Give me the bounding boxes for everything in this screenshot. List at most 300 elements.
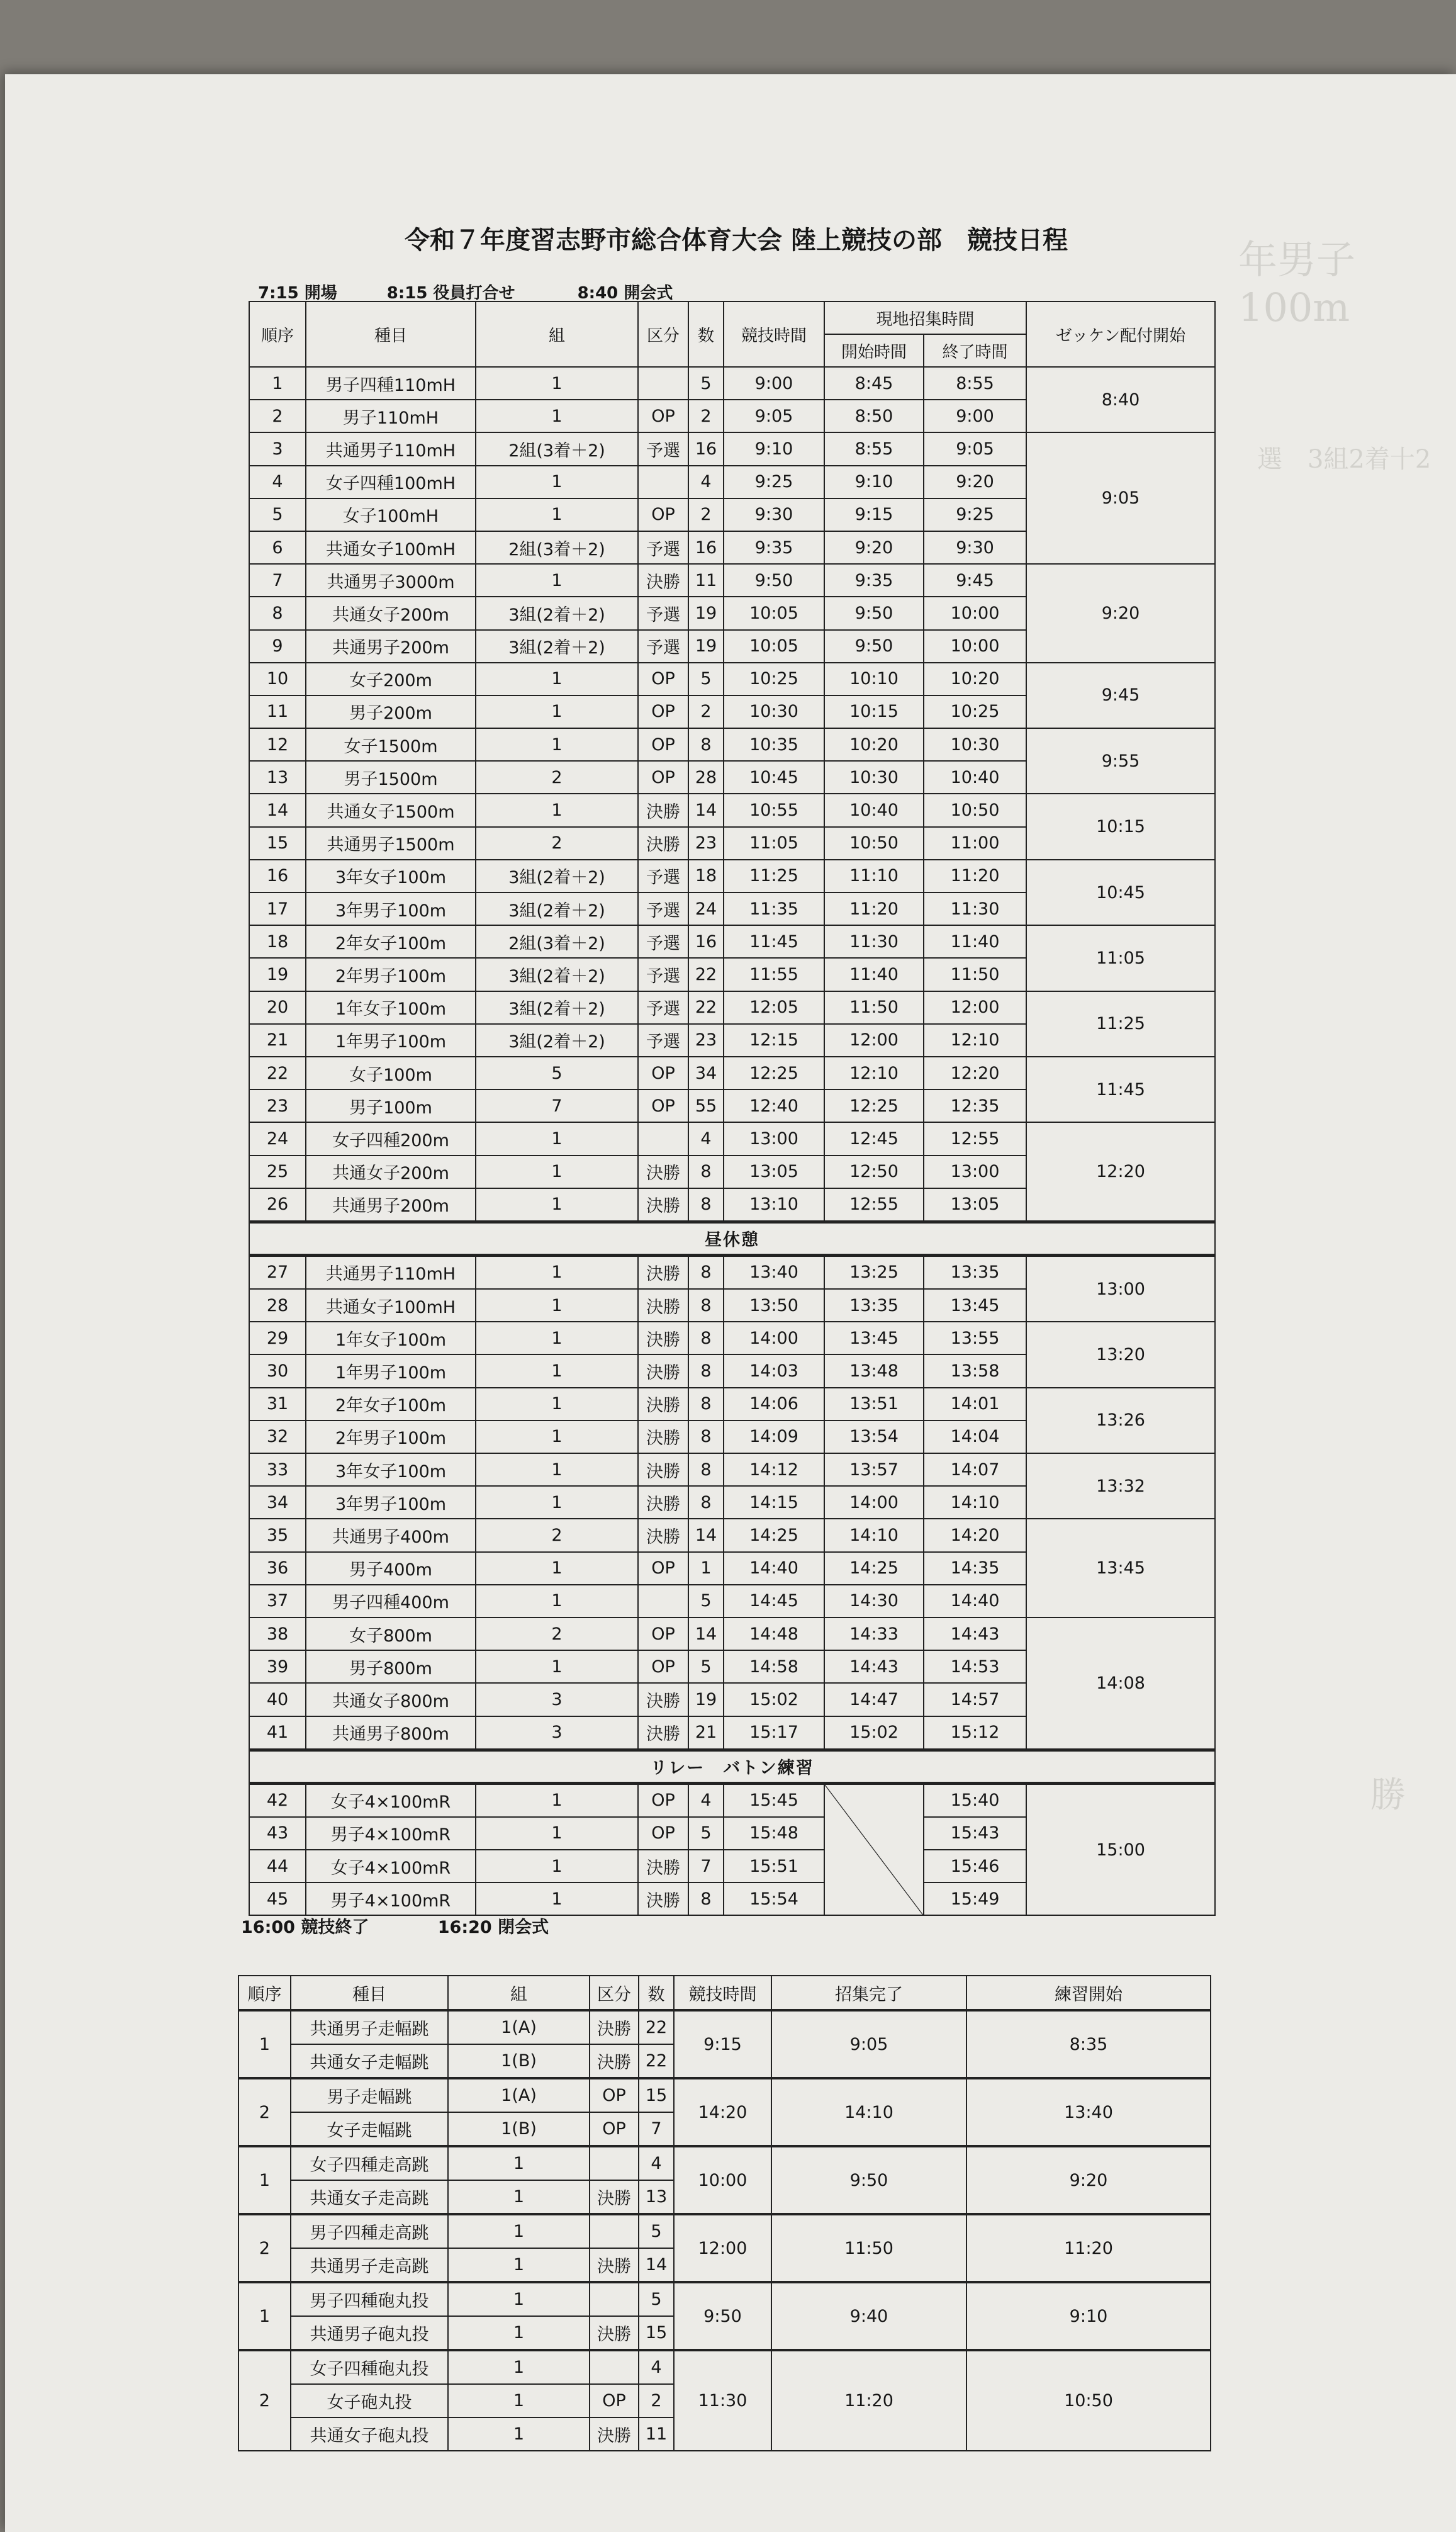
call-start-cell: 10:15: [824, 695, 924, 728]
event-cell: 男子100m: [306, 1089, 476, 1122]
call-start-cell: 14:33: [824, 1618, 924, 1650]
time-cell: 12:00: [674, 2214, 771, 2282]
call-start-cell: 13:51: [824, 1388, 924, 1421]
event-cell: 男子200m: [306, 695, 476, 728]
practice-start-cell: 9:10: [966, 2282, 1211, 2350]
count-cell: 8: [688, 1486, 724, 1519]
track-row: [249, 728, 1215, 761]
call-done-cell: 9:05: [771, 2010, 966, 2078]
group-cell: 1(A): [448, 2010, 590, 2044]
meeting-time: 8:15 役員打合せ: [386, 284, 515, 303]
call-end-cell: 12:55: [924, 1122, 1026, 1155]
order-cell: 22: [249, 1057, 306, 1089]
time-cell: 9:35: [724, 531, 824, 564]
order-cell: 35: [249, 1519, 306, 1551]
event-cell: 共通男子200m: [306, 630, 476, 663]
field-schedule-table: [238, 1975, 1211, 2451]
call-start-cell: 13:35: [824, 1289, 924, 1322]
header-event: 種目: [306, 301, 476, 367]
type-cell: 決勝: [638, 1156, 688, 1188]
call-end-cell: 14:01: [924, 1388, 1026, 1421]
count-cell: 15: [639, 2078, 674, 2112]
event-cell: 共通男子走高跳: [291, 2248, 448, 2282]
call-start-cell: 14:25: [824, 1552, 924, 1585]
event-cell: 2年女子100m: [306, 1388, 476, 1421]
type-cell: [638, 466, 688, 498]
call-end-cell: 9:45: [924, 564, 1026, 597]
event-cell: 男子四種走高跳: [291, 2214, 448, 2248]
group-cell: 1: [448, 2146, 590, 2180]
count-cell: 4: [688, 1783, 724, 1817]
group-cell: 1: [476, 1850, 638, 1882]
event-cell: 1年女子100m: [306, 1322, 476, 1354]
relay-row: [249, 1783, 1215, 1817]
bib-start-cell: 10:15: [1026, 794, 1215, 859]
group-cell: 1(B): [448, 2112, 590, 2146]
type-cell: OP: [590, 2384, 639, 2417]
count-cell: 4: [639, 2350, 674, 2384]
time-cell: 15:02: [724, 1683, 824, 1716]
call-end-cell: 15:12: [924, 1716, 1026, 1750]
call-end-cell: 11:40: [924, 925, 1026, 958]
bib-start-cell: 14:08: [1026, 1618, 1215, 1750]
type-cell: 予選: [638, 1024, 688, 1057]
time-cell: 12:40: [724, 1089, 824, 1122]
call-start-cell: 9:15: [824, 498, 924, 531]
event-cell: 共通女子200m: [306, 1156, 476, 1188]
call-done-cell: 14:10: [771, 2078, 966, 2146]
order-cell: 17: [249, 892, 306, 925]
type-cell: OP: [638, 1783, 688, 1817]
order-cell: 19: [249, 958, 306, 991]
type-cell: OP: [638, 761, 688, 794]
bib-start-cell: 13:45: [1026, 1519, 1215, 1618]
order-cell: 1: [249, 367, 306, 400]
group-cell: 1: [448, 2248, 590, 2282]
closing-schedule: [241, 1913, 549, 1938]
time-cell: 14:09: [724, 1421, 824, 1453]
type-cell: [590, 2214, 639, 2248]
track-row: [249, 925, 1215, 958]
time-cell: 15:45: [724, 1783, 824, 1817]
bib-start-cell: 10:45: [1026, 860, 1215, 925]
group-cell: 2組(3着＋2): [476, 925, 638, 958]
call-end-cell: 9:30: [924, 531, 1026, 564]
count-cell: 55: [688, 1089, 724, 1122]
call-end-cell: 9:05: [924, 432, 1026, 465]
call-end-cell: 13:58: [924, 1354, 1026, 1387]
order-cell: 20: [249, 991, 306, 1024]
group-cell: 1: [476, 1585, 638, 1618]
track-row: [249, 1388, 1215, 1421]
order-cell: 44: [249, 1850, 306, 1882]
type-cell: OP: [638, 728, 688, 761]
count-cell: 5: [688, 1817, 724, 1850]
group-cell: 1: [476, 466, 638, 498]
field-header-time: 競技時間: [674, 1976, 771, 2010]
event-cell: 共通女子走幅跳: [291, 2044, 448, 2078]
order-cell: 18: [249, 925, 306, 958]
order-cell: 12: [249, 728, 306, 761]
field-row: [238, 2282, 1211, 2316]
call-start-cell: 10:20: [824, 728, 924, 761]
order-cell: 45: [249, 1882, 306, 1915]
time-cell: 12:25: [724, 1057, 824, 1089]
time-cell: 10:30: [724, 695, 824, 728]
count-cell: 2: [688, 498, 724, 531]
order-cell: 21: [249, 1024, 306, 1057]
time-cell: 9:00: [724, 367, 824, 400]
order-cell: 33: [249, 1453, 306, 1486]
type-cell: 予選: [638, 432, 688, 465]
type-cell: OP: [638, 1552, 688, 1585]
count-cell: 18: [688, 860, 724, 892]
event-cell: 1年女子100m: [306, 991, 476, 1024]
type-cell: [638, 1585, 688, 1618]
count-cell: 8: [688, 1388, 724, 1421]
count-cell: 16: [688, 432, 724, 465]
field-header-group: 組: [448, 1976, 590, 2010]
call-end-cell: 14:40: [924, 1585, 1026, 1618]
group-cell: 1(B): [448, 2044, 590, 2078]
count-cell: 4: [688, 1122, 724, 1155]
event-cell: 3年男子100m: [306, 1486, 476, 1519]
diagonal-slash-icon: [825, 1785, 923, 1915]
type-cell: 予選: [638, 860, 688, 892]
type-cell: 決勝: [590, 2180, 639, 2214]
group-cell: 2: [476, 1519, 638, 1551]
count-cell: 11: [639, 2417, 674, 2451]
count-cell: 28: [688, 761, 724, 794]
call-start-cell: 8:45: [824, 367, 924, 400]
call-start-cell: 11:10: [824, 860, 924, 892]
time-cell: 11:25: [724, 860, 824, 892]
time-cell: 9:50: [674, 2282, 771, 2350]
group-cell: 1: [448, 2214, 590, 2248]
track-schedule-table: [249, 301, 1216, 1916]
event-cell: 2年男子100m: [306, 958, 476, 991]
field-header-type: 区分: [590, 1976, 639, 2010]
count-cell: 8: [688, 1156, 724, 1188]
call-start-cell: 14:47: [824, 1683, 924, 1716]
type-cell: OP: [638, 1057, 688, 1089]
type-cell: 予選: [638, 892, 688, 925]
bib-start-cell: 9:55: [1026, 728, 1215, 794]
order-cell: 36: [249, 1552, 306, 1585]
group-cell: 1: [448, 2180, 590, 2214]
call-done-cell: 11:20: [771, 2350, 966, 2451]
group-cell: 1: [476, 1122, 638, 1155]
time-cell: 11:45: [724, 925, 824, 958]
call-end-cell: 15:46: [924, 1850, 1026, 1882]
count-cell: 5: [639, 2282, 674, 2316]
call-end-cell: 14:53: [924, 1650, 1026, 1683]
event-cell: 3年女子100m: [306, 1453, 476, 1486]
call-end-cell: 14:07: [924, 1453, 1026, 1486]
call-end-cell: 11:00: [924, 827, 1026, 860]
group-cell: 3組(2着＋2): [476, 991, 638, 1024]
event-cell: 男子110mH: [306, 400, 476, 432]
group-cell: 1: [476, 1817, 638, 1850]
track-row: [249, 1453, 1215, 1486]
track-row: [249, 663, 1215, 695]
time-cell: 10:45: [724, 761, 824, 794]
call-start-cell: 13:45: [824, 1322, 924, 1354]
header-time: 競技時間: [724, 301, 824, 367]
count-cell: 22: [688, 991, 724, 1024]
event-cell: 女子4×100mR: [306, 1783, 476, 1817]
field-row: [238, 2146, 1211, 2180]
group-cell: 1: [476, 1552, 638, 1585]
call-done-cell: 9:50: [771, 2146, 966, 2214]
count-cell: 2: [639, 2384, 674, 2417]
group-cell: 1: [476, 1289, 638, 1322]
call-end-cell: 9:25: [924, 498, 1026, 531]
event-cell: 共通男子3000m: [306, 564, 476, 597]
order-cell: 14: [249, 794, 306, 826]
time-cell: 14:25: [724, 1519, 824, 1551]
count-cell: 13: [639, 2180, 674, 2214]
event-cell: 男子四種110mH: [306, 367, 476, 400]
event-cell: 共通女子1500m: [306, 794, 476, 826]
field-header-event: 種目: [291, 1976, 448, 2010]
event-cell: 女子200m: [306, 663, 476, 695]
bib-start-cell: 8:40: [1026, 367, 1215, 432]
time-cell: 9:30: [724, 498, 824, 531]
order-cell: 42: [249, 1783, 306, 1817]
practice-start-cell: 13:40: [966, 2078, 1211, 2146]
call-start-cell: 14:43: [824, 1650, 924, 1683]
type-cell: [638, 367, 688, 400]
order-cell: 38: [249, 1618, 306, 1650]
event-cell: 女子1500m: [306, 728, 476, 761]
count-cell: 1: [688, 1552, 724, 1585]
call-end-cell: 15:49: [924, 1882, 1026, 1915]
call-start-cell: 15:02: [824, 1716, 924, 1750]
event-cell: 男子1500m: [306, 761, 476, 794]
order-cell: 3: [249, 432, 306, 465]
call-end-cell: 14:04: [924, 1421, 1026, 1453]
group-cell: 1: [448, 2350, 590, 2384]
order-cell: 4: [249, 466, 306, 498]
event-cell: 女子800m: [306, 1618, 476, 1650]
type-cell: 予選: [638, 597, 688, 629]
call-end-cell: 12:20: [924, 1057, 1026, 1089]
track-row: [249, 367, 1215, 400]
time-cell: 13:05: [724, 1156, 824, 1188]
closing-ceremony-time: 16:20 閉会式: [437, 1918, 549, 1937]
header-group: 組: [476, 301, 638, 367]
order-cell: 26: [249, 1188, 306, 1222]
field-header-call-done: 招集完了: [771, 1976, 966, 2010]
group-cell: 2組(3着＋2): [476, 432, 638, 465]
practice-start-cell: 8:35: [966, 2010, 1211, 2078]
order-cell: 34: [249, 1486, 306, 1519]
order-cell: 5: [249, 498, 306, 531]
count-cell: 8: [688, 1188, 724, 1222]
count-cell: 19: [688, 1683, 724, 1716]
group-cell: 1: [476, 1421, 638, 1453]
header-type: 区分: [638, 301, 688, 367]
call-end-cell: 14:57: [924, 1683, 1026, 1716]
time-cell: 13:10: [724, 1188, 824, 1222]
order-cell: 39: [249, 1650, 306, 1683]
count-cell: 23: [688, 1024, 724, 1057]
event-cell: 1年男子100m: [306, 1354, 476, 1387]
event-cell: 女子四種走高跳: [291, 2146, 448, 2180]
call-start-cell: 13:57: [824, 1453, 924, 1486]
event-cell: 共通男子砲丸投: [291, 2316, 448, 2350]
call-end-cell: 14:20: [924, 1519, 1026, 1551]
track-row: [249, 991, 1215, 1024]
type-cell: 決勝: [638, 1255, 688, 1289]
group-cell: 1: [476, 1453, 638, 1486]
group-cell: 2: [476, 827, 638, 860]
call-end-cell: 12:35: [924, 1089, 1026, 1122]
time-cell: 14:40: [724, 1552, 824, 1585]
call-end-cell: 12:00: [924, 991, 1026, 1024]
call-end-cell: 11:50: [924, 958, 1026, 991]
call-end-cell: 9:00: [924, 400, 1026, 432]
type-cell: 決勝: [590, 2248, 639, 2282]
type-cell: OP: [638, 1817, 688, 1850]
count-cell: 21: [688, 1716, 724, 1750]
call-start-cell: 11:30: [824, 925, 924, 958]
event-cell: 共通男子400m: [306, 1519, 476, 1551]
group-cell: 1: [476, 1354, 638, 1387]
type-cell: 決勝: [638, 1354, 688, 1387]
bib-start-cell: 11:45: [1026, 1057, 1215, 1122]
field-row: [238, 2078, 1211, 2112]
bleed-through-text: 選 3組2着十2: [1257, 445, 1431, 474]
type-cell: 決勝: [638, 1683, 688, 1716]
order-cell: 29: [249, 1322, 306, 1354]
call-end-cell: 10:00: [924, 630, 1026, 663]
relay-practice-band-label: リレー バトン練習: [249, 1750, 1215, 1783]
group-cell: 1: [476, 663, 638, 695]
count-cell: 19: [688, 630, 724, 663]
time-cell: 14:03: [724, 1354, 824, 1387]
event-cell: 共通女子200m: [306, 597, 476, 629]
field-row: [238, 2010, 1211, 2044]
type-cell: 決勝: [638, 1716, 688, 1750]
count-cell: 24: [688, 892, 724, 925]
opening-schedule: [258, 280, 673, 303]
call-end-cell: 15:43: [924, 1817, 1026, 1850]
call-start-cell: 14:30: [824, 1585, 924, 1618]
field-header-order: 順序: [238, 1976, 291, 2010]
track-row: [249, 794, 1215, 826]
order-cell: 27: [249, 1255, 306, 1289]
event-cell: 女子砲丸投: [291, 2384, 448, 2417]
count-cell: 16: [688, 531, 724, 564]
event-cell: 男子四種400m: [306, 1585, 476, 1618]
type-cell: [590, 2146, 639, 2180]
type-cell: 決勝: [638, 827, 688, 860]
count-cell: 8: [688, 1322, 724, 1354]
call-start-cell: 14:00: [824, 1486, 924, 1519]
order-cell: 1: [238, 2010, 291, 2078]
group-cell: 3組(2着＋2): [476, 892, 638, 925]
count-cell: 8: [688, 1453, 724, 1486]
count-cell: 11: [688, 564, 724, 597]
event-cell: 共通男子110mH: [306, 432, 476, 465]
call-start-cell: 8:50: [824, 400, 924, 432]
time-cell: 14:58: [724, 1650, 824, 1683]
group-cell: 1: [476, 1322, 638, 1354]
end-time: 16:00 競技終了: [241, 1918, 369, 1937]
track-row: [249, 1519, 1215, 1551]
type-cell: OP: [638, 400, 688, 432]
time-cell: 10:35: [724, 728, 824, 761]
time-cell: 11:35: [724, 892, 824, 925]
practice-start-cell: 11:20: [966, 2214, 1211, 2282]
type-cell: 決勝: [638, 1850, 688, 1882]
order-cell: 1: [238, 2282, 291, 2350]
type-cell: [590, 2282, 639, 2316]
track-row: [249, 1057, 1215, 1089]
call-end-cell: 10:25: [924, 695, 1026, 728]
order-cell: 16: [249, 860, 306, 892]
order-cell: 2: [238, 2214, 291, 2282]
document-title: 令和７年度習志野市総合体育大会 陸上競技の部 競技日程: [405, 226, 1068, 255]
time-cell: 11:05: [724, 827, 824, 860]
call-start-cell: 11:40: [824, 958, 924, 991]
call-start-diagonal: [824, 1783, 924, 1915]
time-cell: 15:54: [724, 1882, 824, 1915]
count-cell: 14: [688, 1618, 724, 1650]
event-cell: 女子100mH: [306, 498, 476, 531]
lunch-break-band-label: 昼休憩: [249, 1222, 1215, 1255]
call-end-cell: 14:43: [924, 1618, 1026, 1650]
order-cell: 24: [249, 1122, 306, 1155]
bib-start-cell: 12:20: [1026, 1122, 1215, 1222]
type-cell: 決勝: [638, 1421, 688, 1453]
time-cell: 10:25: [724, 663, 824, 695]
event-cell: 共通男子200m: [306, 1188, 476, 1222]
type-cell: OP: [638, 498, 688, 531]
time-cell: 15:17: [724, 1716, 824, 1750]
type-cell: 決勝: [638, 564, 688, 597]
call-start-cell: 13:48: [824, 1354, 924, 1387]
count-cell: 14: [639, 2248, 674, 2282]
group-cell: 3組(2着＋2): [476, 1024, 638, 1057]
order-cell: 28: [249, 1289, 306, 1322]
count-cell: 5: [688, 367, 724, 400]
order-cell: 2: [238, 2078, 291, 2146]
call-start-cell: 10:50: [824, 827, 924, 860]
count-cell: 14: [688, 794, 724, 826]
order-cell: 13: [249, 761, 306, 794]
group-cell: 5: [476, 1057, 638, 1089]
bib-start-cell: 11:25: [1026, 991, 1215, 1057]
event-cell: 2年女子100m: [306, 925, 476, 958]
group-cell: 3組(2着＋2): [476, 630, 638, 663]
bib-start-cell: 11:05: [1026, 925, 1215, 991]
call-end-cell: 13:00: [924, 1156, 1026, 1188]
time-cell: 10:05: [724, 597, 824, 629]
call-start-cell: 12:55: [824, 1188, 924, 1222]
call-start-cell: 11:20: [824, 892, 924, 925]
type-cell: 決勝: [590, 2010, 639, 2044]
type-cell: 決勝: [638, 1453, 688, 1486]
count-cell: 8: [688, 1421, 724, 1453]
order-cell: 9: [249, 630, 306, 663]
call-end-cell: 10:20: [924, 663, 1026, 695]
count-cell: 14: [688, 1519, 724, 1551]
type-cell: OP: [638, 663, 688, 695]
count-cell: 23: [688, 827, 724, 860]
